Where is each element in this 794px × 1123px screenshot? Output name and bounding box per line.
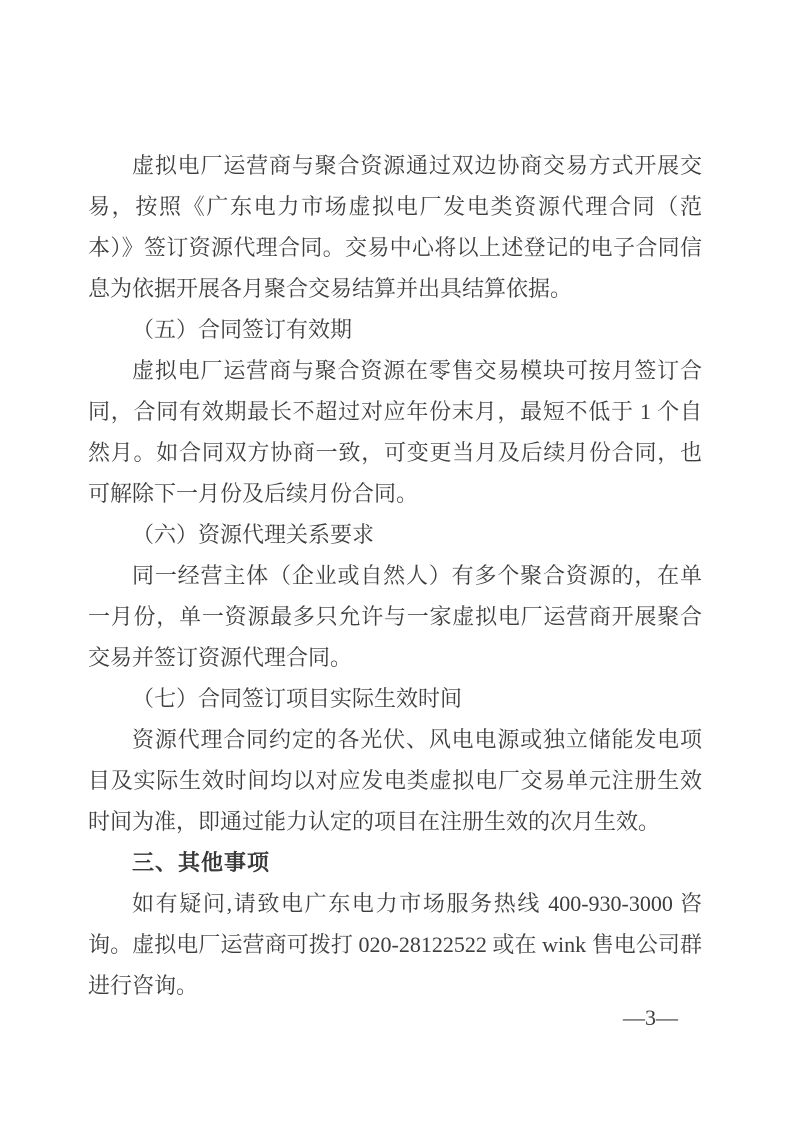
document-body: [88, 145, 702, 1006]
paragraph-effective-time-rules: 资源代理合同约定的各光伏、风电电源或独立储能发电项目及实际生效时间均以对应发电类虚拟电厂交易单元注册生效时间为准，即通过能力认定的项目在注册生效的次月生效。: [88, 727, 702, 834]
page-number: —3—: [623, 1005, 678, 1030]
paragraph-contact-hotline: 如有疑问,请致电广东电力市场服务热线 400-930-3000 咨询。虚拟电厂运营商可拨打 020-28122522 或在 wink 售电公司群进行咨询。: [88, 891, 702, 998]
paragraph-agency-relationship-rules: 同一经营主体（企业或自然人）有多个聚合资源的，在单一月份，单一资源最多只允许与一家虚拟电厂运营商开展聚合交易并签订资源代理合同。: [88, 563, 702, 670]
paragraph-contract-validity-rules: 虚拟电厂运营商与聚合资源在零售交易模块可按月签订合同，合同有效期最长不超过对应年份末月，最短不低于 1 个自然月。如合同双方协商一致，可变更当月及后续月份合同，也可解除下一月份及后续月份合同。: [88, 358, 702, 506]
heading-section-5-contract-validity: （五）合同签订有效期: [132, 317, 353, 342]
heading-section-3-other-matters: 三、其他事项: [132, 850, 271, 875]
heading-section-7-effective-time: （七）合同签订项目实际生效时间: [132, 686, 463, 711]
heading-section-6-agency-relationship: （六）资源代理关系要求: [132, 522, 375, 547]
paragraph-bilateral-contract-signing: 虚拟电厂运营商与聚合资源通过双边协商交易方式开展交易，按照《广东电力市场虚拟电厂发电类资源代理合同（范本）》签订资源代理合同。交易中心将以上述登记的电子合同信息为依据开展各月聚合交易结算并出具结算依据。: [88, 153, 702, 301]
